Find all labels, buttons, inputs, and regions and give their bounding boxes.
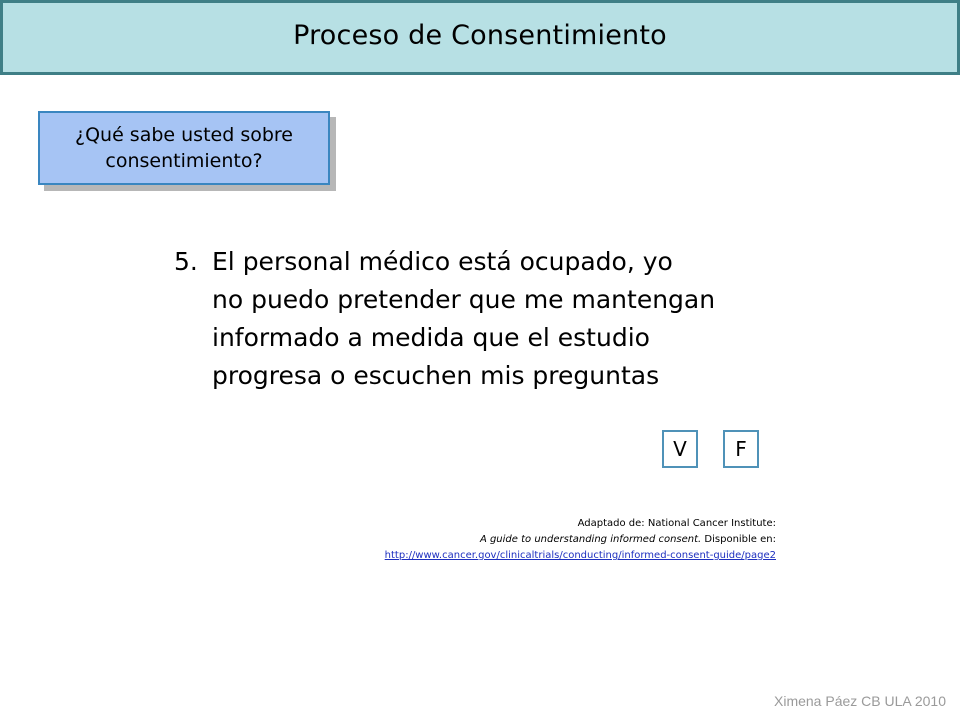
statement-line-4: progresa o escuchen mis preguntas bbox=[212, 361, 660, 390]
question-line-1: ¿Qué sabe usted sobre bbox=[75, 124, 293, 146]
statement-line-1: El personal médico está ocupado, yo bbox=[212, 247, 673, 276]
question-line-2: consentimiento? bbox=[105, 150, 263, 172]
statement-line-3: informado a medida que el estudio bbox=[212, 323, 650, 352]
question-box bbox=[38, 111, 330, 185]
true-choice-button[interactable]: V bbox=[662, 430, 698, 468]
title-bar bbox=[0, 0, 960, 75]
source-link[interactable]: http://www.cancer.gov/clinicaltrials/conducting/informed-consent-guide/page2 bbox=[384, 550, 776, 561]
statement bbox=[174, 243, 814, 395]
false-choice-button[interactable]: F bbox=[723, 430, 759, 468]
source-line-2 bbox=[300, 532, 776, 548]
page-title: Proceso de Consentimiento bbox=[293, 20, 667, 51]
footer-credit: Ximena Páez CB ULA 2010 bbox=[774, 693, 946, 709]
statement-line-2: no puedo pretender que me mantengan bbox=[212, 285, 716, 314]
source-availability: Disponible en: bbox=[701, 534, 776, 545]
question-text bbox=[75, 122, 293, 174]
statement-body bbox=[174, 243, 814, 395]
source-title: A guide to understanding informed consent. bbox=[479, 534, 702, 545]
source-citation bbox=[300, 516, 776, 564]
source-line-1: Adaptado de: National Cancer Institute: bbox=[577, 518, 776, 529]
statement-number: 5. bbox=[174, 247, 198, 276]
